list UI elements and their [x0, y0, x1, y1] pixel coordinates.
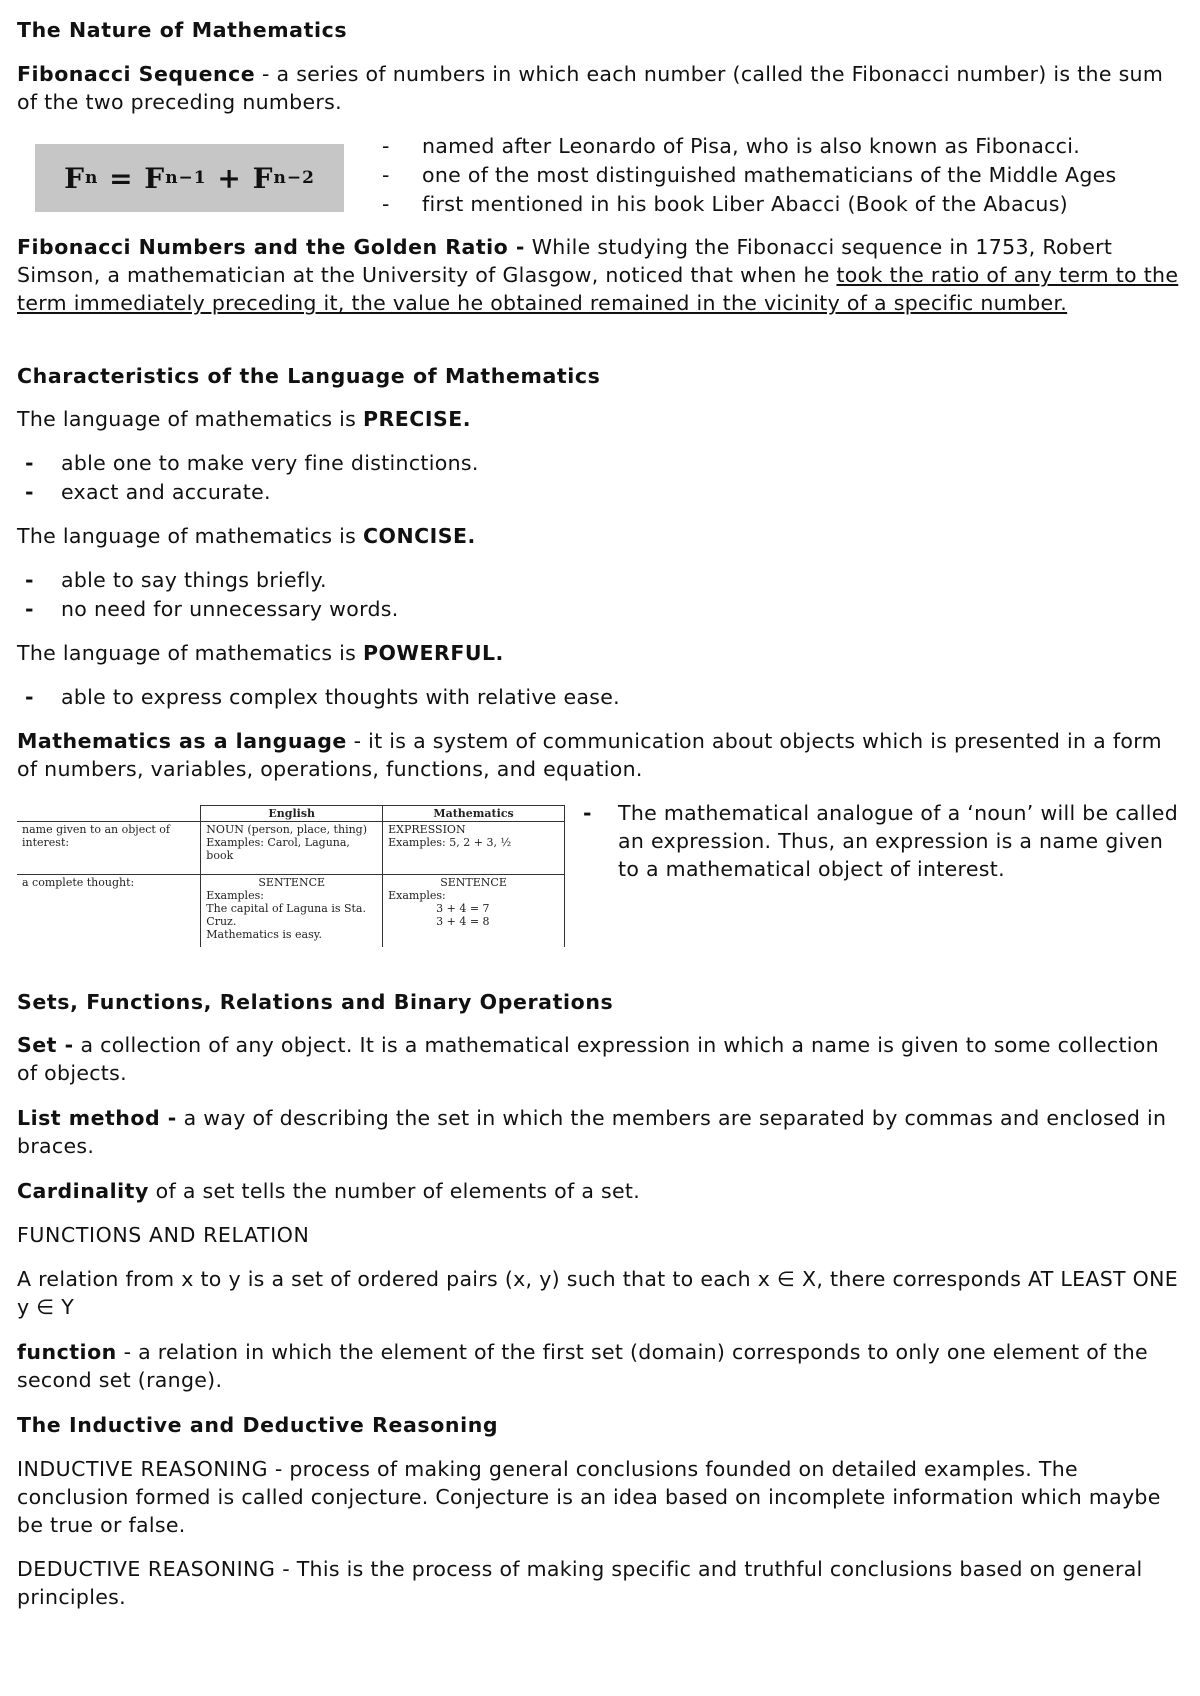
table-header-mathematics: Mathematics — [383, 806, 565, 822]
concise-list — [17, 566, 917, 624]
list-item: - exact and accurate. — [25, 480, 271, 504]
fibonacci-facts-list — [382, 132, 1187, 219]
list-method-definition: List method - a way of describing the set in which the members are separated by commas and enclosed in braces. — [17, 1106, 1167, 1158]
deductive-definition: DEDUCTIVE REASONING - This is the process of making specific and truthful conclusions based on general principles. — [17, 1557, 1143, 1609]
noun-analogue-note: - The mathematical analogue of a ‘noun’ will be called an expression. Thus, an expression is a name given to a mathematical object of interest. — [583, 801, 1179, 881]
precise-lead: The language of mathematics is PRECISE. — [17, 407, 472, 431]
golden-ratio-term: Fibonacci Numbers and the Golden Ratio - — [17, 235, 525, 259]
cardinality-definition: Cardinality of a set tells the number of elements of a set. — [17, 1179, 641, 1203]
fibonacci-formula-image: F n = F n−1 + F n−2 — [35, 144, 344, 212]
bullet-dash: - — [583, 801, 593, 825]
golden-ratio-paragraph: Fibonacci Numbers and the Golden Ratio - While studying the Fibonacci sequence in 1753, Robert Simson, a mathematician at the University of Glasgow, noticed that when he took the ratio of any term to the term immediately preceding it, the value he obtained remained in the vicinity of a specific number. — [17, 235, 1179, 315]
functions-heading: FUNCTIONS AND RELATION — [17, 1223, 310, 1247]
relation-definition: A relation from x to y is a set of ordered pairs (x, y) such that to each x ∈ X, there corresponds AT LEAST ONE y ∈ Y — [17, 1267, 1178, 1319]
table-cell: EXPRESSION Examples: 5, 2 + 3, ½ — [383, 822, 565, 875]
precise-list — [17, 449, 917, 507]
reasoning-heading: The Inductive and Deductive Reasoning — [17, 1413, 499, 1437]
table-row-label: a complete thought: — [17, 875, 201, 948]
math-language-term: Mathematics as a language — [17, 729, 347, 753]
list-item: - able to express complex thoughts with relative ease. — [25, 685, 620, 709]
list-item: - no need for unnecessary words. — [25, 597, 399, 621]
golden-ratio-underlined: took the ratio of any term to the term immediately preceding it, the value he obtained remained in the vicinity of a specific number. — [17, 263, 1179, 315]
concise-lead: The language of mathematics is CONCISE. — [17, 524, 476, 548]
table-row-label: name given to an object of interest: — [17, 822, 201, 875]
math-language-definition: Mathematics as a language - it is a system of communication about objects which is presented in a form of numbers, variables, operations, functions, and equation. — [17, 729, 1162, 781]
characteristics-heading: Characteristics of the Language of Mathematics — [17, 364, 601, 388]
inductive-definition: INDUCTIVE REASONING - process of making general conclusions founded on detailed examples. The conclusion formed is called conjecture. Conjecture is an idea based on incomplete information which maybe be true or false. — [17, 1457, 1161, 1537]
list-item: - named after Leonardo of Pisa, who is also known as Fibonacci. — [382, 134, 1081, 158]
table-cell: NOUN (person, place, thing) Examples: Carol, Laguna, book — [201, 822, 383, 875]
english-math-comparison-table — [17, 805, 565, 947]
sets-heading: Sets, Functions, Relations and Binary Operations — [17, 990, 614, 1014]
list-item: - able to say things briefly. — [25, 568, 327, 592]
powerful-list — [17, 683, 917, 712]
powerful-lead: The language of mathematics is POWERFUL. — [17, 641, 504, 665]
fibonacci-definition: Fibonacci Sequence - a series of numbers in which each number (called the Fibonacci number) is the sum of the two preceding numbers. — [17, 62, 1164, 114]
list-item: - one of the most distinguished mathematicians of the Middle Ages — [382, 163, 1117, 187]
table-cell: SENTENCE Examples: 3 + 4 = 7 3 + 4 = 8 — [383, 875, 565, 948]
document-title: The Nature of Mathematics — [17, 18, 348, 42]
fibonacci-term: Fibonacci Sequence — [17, 62, 256, 86]
table-cell: SENTENCE Examples: The capital of Laguna is Sta. Cruz. Mathematics is easy. — [201, 875, 383, 948]
function-definition: function - a relation in which the element of the first set (domain) corresponds to only one element of the second set (range). — [17, 1340, 1148, 1392]
list-item: - able one to make very fine distinctions. — [25, 451, 479, 475]
list-item: - first mentioned in his book Liber Abacci (Book of the Abacus) — [382, 192, 1068, 216]
table-header-english: English — [201, 806, 383, 822]
set-definition: Set - a collection of any object. It is a mathematical expression in which a name is given to some collection of objects. — [17, 1033, 1159, 1085]
